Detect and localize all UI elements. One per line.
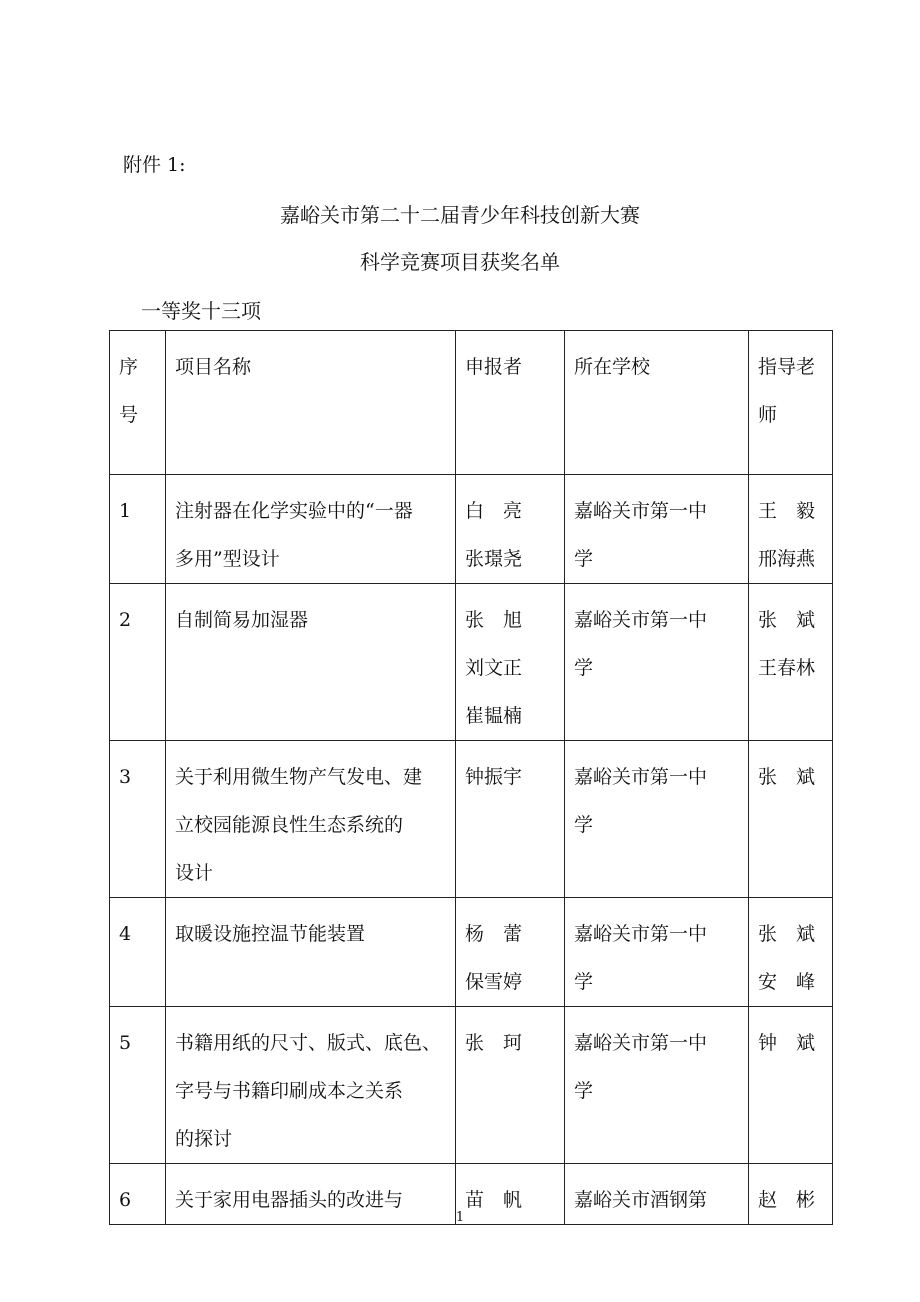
page-number: 1: [455, 1210, 465, 1225]
cell-text: 张 斌: [758, 923, 816, 945]
cell-text: 4: [119, 923, 132, 945]
cell-teachers: [749, 584, 833, 741]
cell-text: 学: [574, 971, 594, 993]
cell-text: 安 峰: [758, 971, 816, 993]
cell-text: 嘉峪关市第一中: [574, 766, 708, 788]
cell-text: 张 斌: [758, 609, 816, 631]
header-text: 序: [119, 356, 139, 378]
cell-text: 王 毅: [758, 500, 816, 522]
cell-text: 崔韫楠: [465, 705, 523, 727]
cell-project: [166, 584, 456, 741]
cell-applicants: [456, 898, 565, 1007]
cell-text: 钟振宇: [465, 766, 523, 788]
cell-text: 赵 彬: [758, 1189, 816, 1211]
cell-school: [565, 584, 749, 741]
header-text: 申报者: [465, 356, 523, 378]
cell-text: 嘉峪关市第一中: [574, 500, 708, 522]
cell-text: 钟 斌: [758, 1032, 816, 1054]
cell-text: 嘉峪关市第一中: [574, 609, 708, 631]
cell-text: 关于家用电器插头的改进与: [175, 1189, 404, 1211]
header-cell-project: [166, 331, 456, 475]
cell-text: 保雪婷: [465, 971, 523, 993]
cell-teachers: [749, 475, 833, 584]
header-text: 项目名称: [175, 356, 252, 378]
cell-text: 的探讨: [175, 1128, 233, 1150]
cell-text: 注射器在化学实验中的“一器: [175, 500, 413, 522]
attachment-label: 附件 1:: [123, 154, 186, 176]
cell-text: 2: [119, 609, 132, 631]
cell-text: 3: [119, 766, 132, 788]
cell-text: 1: [119, 500, 132, 522]
cell-applicants: [456, 741, 565, 898]
cell-school: [565, 741, 749, 898]
cell-no: [110, 898, 166, 1007]
header-cell-school: [565, 331, 749, 475]
cell-teachers: [749, 1007, 833, 1164]
header-text: 所在学校: [574, 356, 651, 378]
header-cell-applicant: [456, 331, 565, 475]
cell-text: 立校园能源良性生态系统的: [175, 814, 404, 836]
table-row: [110, 475, 833, 584]
cell-applicants: [456, 584, 565, 741]
cell-no: [110, 741, 166, 898]
cell-text: 邢海燕: [758, 548, 816, 570]
document-title: 嘉峪关市第二十二届青少年科技创新大赛: [280, 203, 640, 227]
cell-text: 5: [119, 1032, 132, 1054]
section-heading: 一等奖十三项: [141, 299, 261, 323]
cell-text: 书籍用纸的尺寸、版式、底色、: [175, 1032, 442, 1054]
cell-school: [565, 475, 749, 584]
table-row: [110, 1007, 833, 1164]
document-subtitle: 科学竞赛项目获奖名单: [360, 250, 560, 274]
cell-no: [110, 475, 166, 584]
cell-project: [166, 898, 456, 1007]
cell-teachers: [749, 898, 833, 1007]
cell-text: 白 亮: [465, 500, 523, 522]
table-row: [110, 898, 833, 1007]
table-header-row: [110, 331, 833, 475]
cell-text: 杨 蕾: [465, 923, 523, 945]
cell-applicants: [456, 1007, 565, 1164]
cell-text: 多用”型设计: [175, 548, 280, 570]
cell-text: 6: [119, 1189, 132, 1211]
cell-text: 字号与书籍印刷成本之关系: [175, 1080, 404, 1102]
header-text: 师: [758, 404, 778, 426]
header-cell-no: [110, 331, 166, 475]
cell-text: 张 珂: [465, 1032, 523, 1054]
cell-text: 王春林: [758, 657, 816, 679]
cell-text: 刘文正: [465, 657, 523, 679]
cell-text: 张 斌: [758, 766, 816, 788]
cell-no: [110, 584, 166, 741]
table-row: [110, 584, 833, 741]
cell-text: 嘉峪关市第一中: [574, 923, 708, 945]
cell-text: 自制简易加湿器: [175, 609, 309, 631]
cell-text: 学: [574, 657, 594, 679]
cell-text: 苗 帆: [465, 1189, 523, 1211]
cell-text: 设计: [175, 862, 214, 884]
cell-applicants: [456, 475, 565, 584]
cell-text: 学: [574, 548, 594, 570]
cell-teachers: [749, 741, 833, 898]
header-text: 指导老: [758, 356, 816, 378]
cell-text: 嘉峪关市第一中: [574, 1032, 708, 1054]
cell-text: 张 旭: [465, 609, 523, 631]
header-text: 号: [119, 404, 139, 426]
cell-project: [166, 475, 456, 584]
cell-text: 关于利用微生物产气发电、建: [175, 766, 423, 788]
cell-school: [565, 1007, 749, 1164]
header-cell-teacher: [749, 331, 833, 475]
cell-school: [565, 898, 749, 1007]
cell-text: 嘉峪关市酒钢第: [574, 1189, 708, 1211]
table-row: [110, 741, 833, 898]
cell-no: [110, 1007, 166, 1164]
cell-text: 学: [574, 1080, 594, 1102]
cell-text: 取暖设施控温节能装置: [175, 923, 366, 945]
cell-project: [166, 1007, 456, 1164]
cell-text: 张璟尧: [465, 548, 523, 570]
cell-text: 学: [574, 814, 594, 836]
cell-project: [166, 741, 456, 898]
award-table: [109, 330, 833, 1225]
